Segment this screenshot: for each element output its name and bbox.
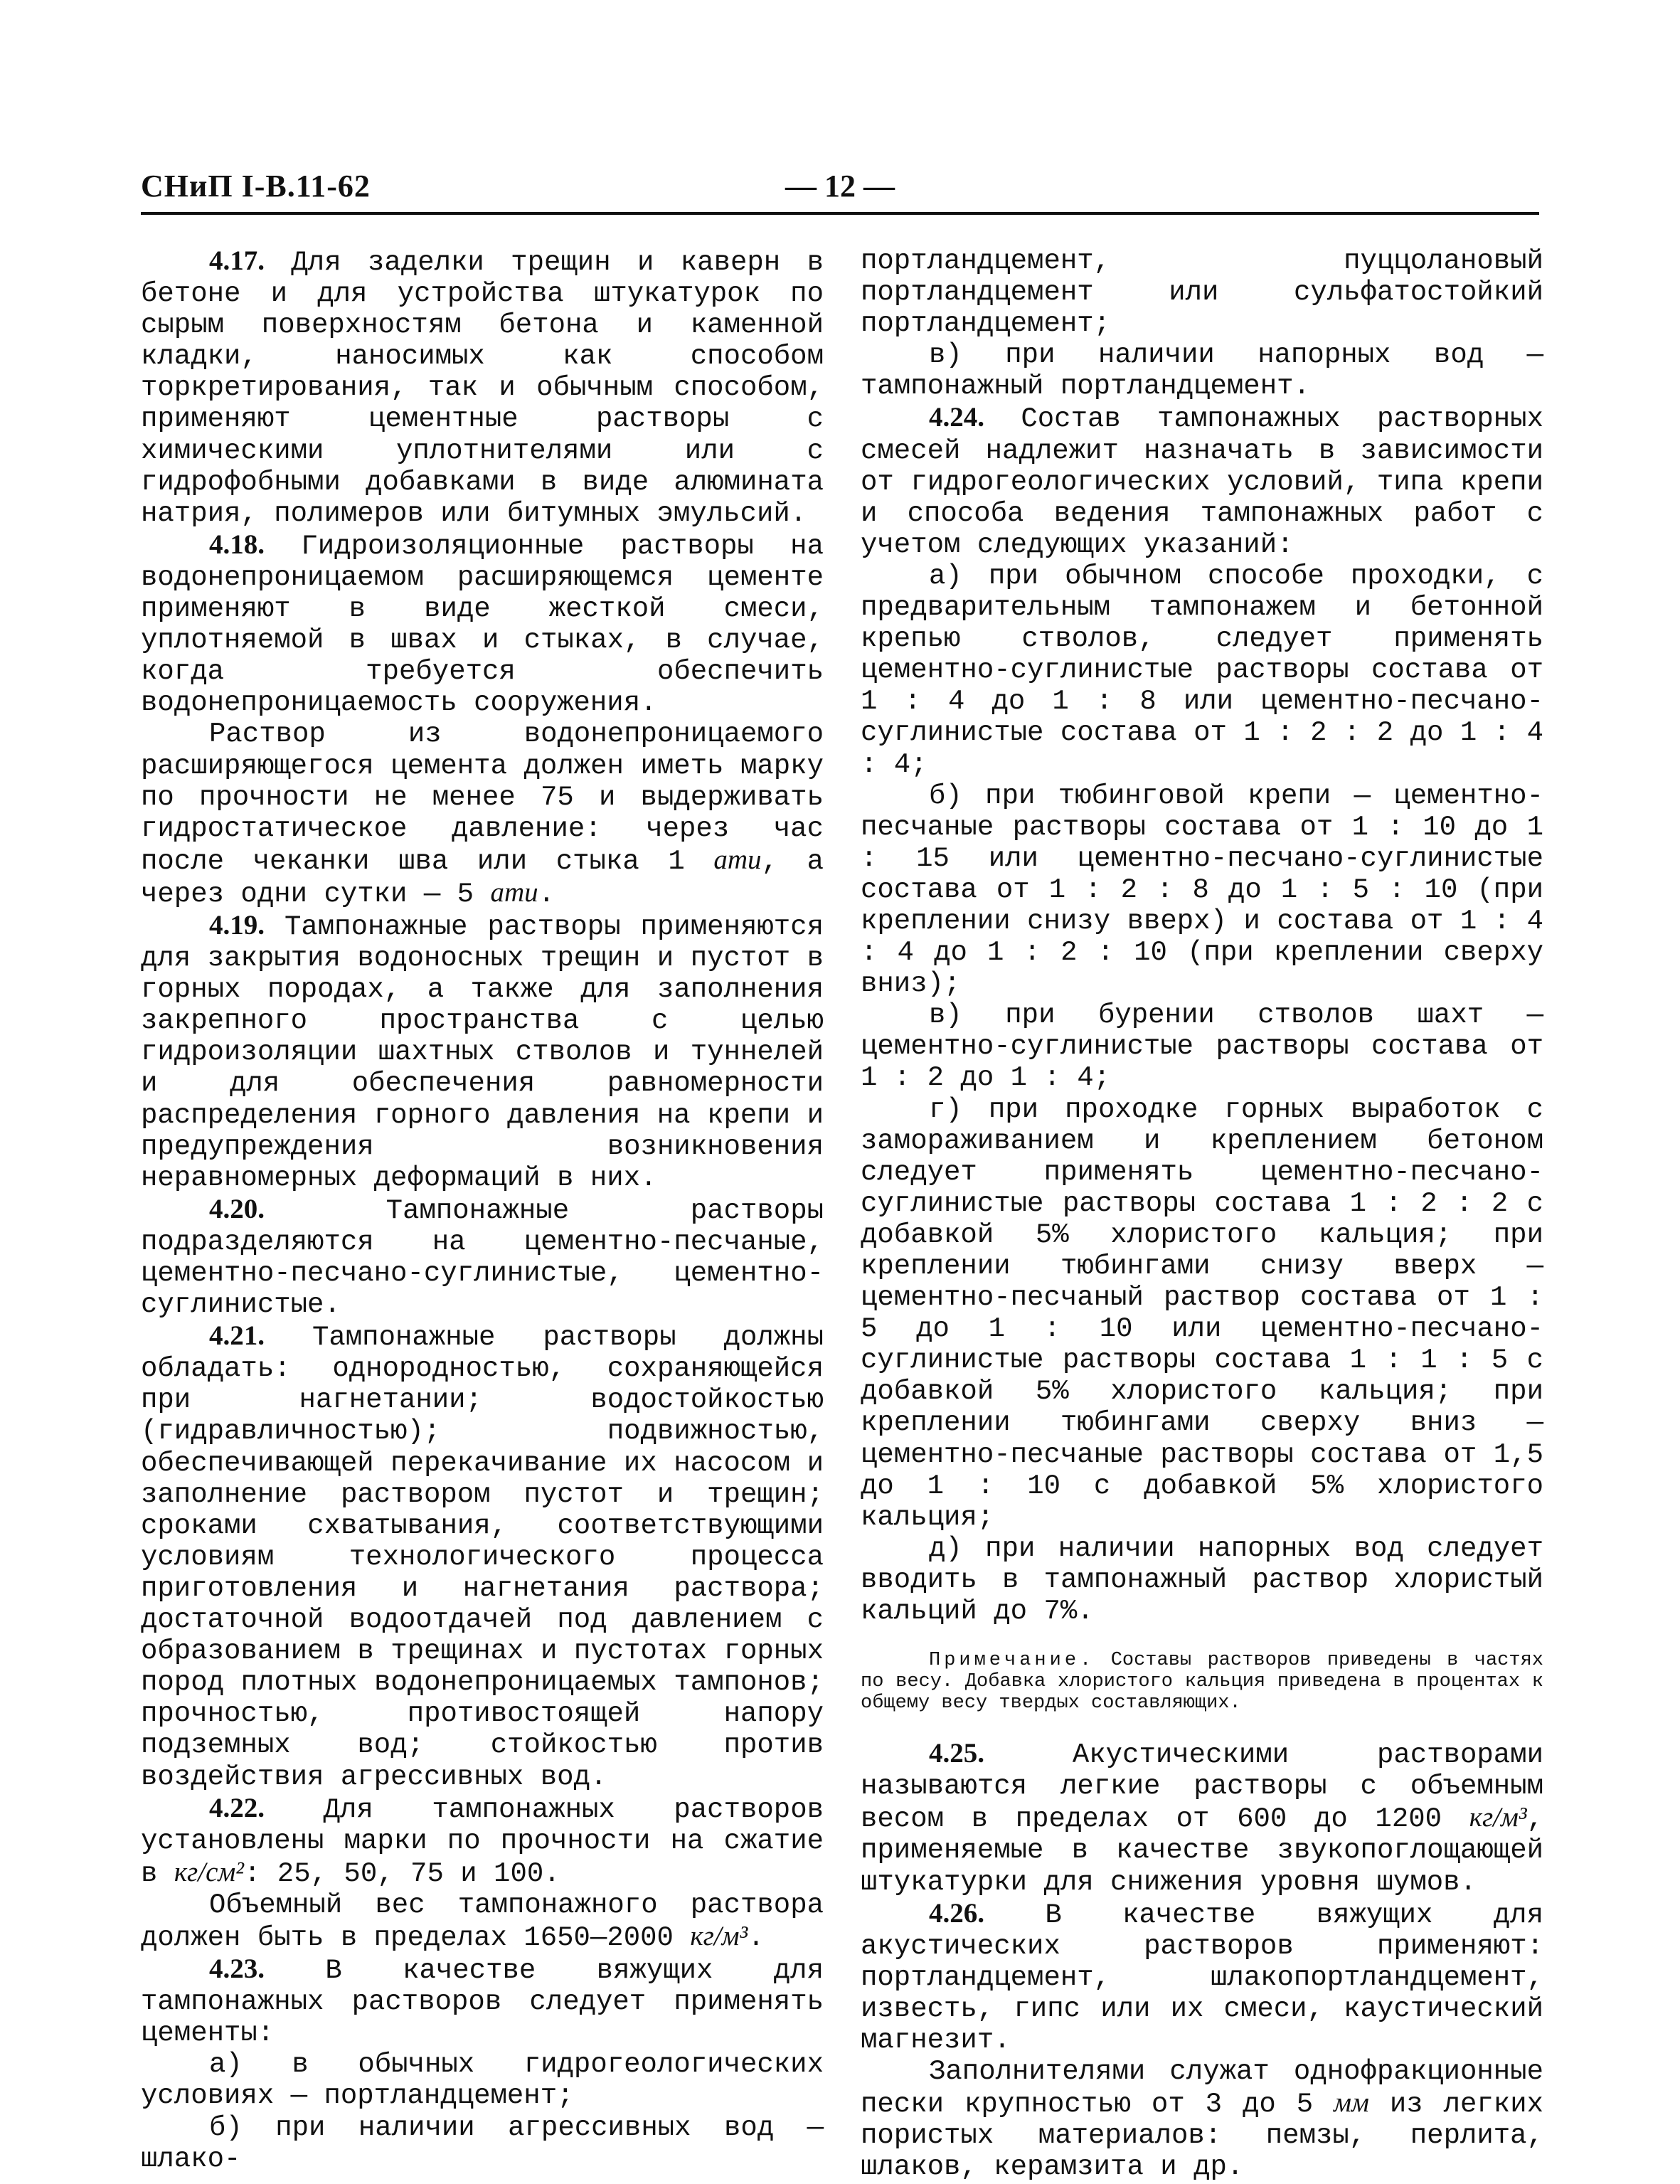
paragraph-4-23-b: б) при наличии агрессивных вод — шлако- (141, 2111, 824, 2175)
paragraph-4-23: 4.23. В качестве вяжущих для тампонажных растворов следует применять цементы: (141, 1954, 824, 2050)
unit-kg-cm2: кг/см² (174, 1856, 244, 1887)
clause-number: 4.23. (209, 1954, 265, 1985)
paragraph-4-20: 4.20. Тампонажные растворы подразделяются на цементно-песчаные, цементно-песчано-суглинистые, цементно-суглинистые. (141, 1193, 824, 1321)
clause-number: 4.17. (209, 245, 265, 276)
clause-number: 4.26. (929, 1897, 984, 1929)
paragraph-4-26: 4.26. В качестве вяжущих для акустических растворов применяют: портландцемент, шлакопортландцемент, известь, гипс или их смеси, каустический магнезит. (861, 1897, 1543, 2056)
unit-ati: ати (713, 844, 762, 875)
clause-number: 4.20. (209, 1193, 265, 1224)
paragraph-4-23-c: в) при наличии напорных вод — тампонажный портландцемент. (861, 339, 1543, 403)
paragraph-4-26-cont: Заполнителями служат однофракционные пески крупностью от 3 до 5 мм из легких пористых материалов: пемзы, перлита, шлаков, керамзита и др. (861, 2056, 1543, 2183)
page-header (141, 168, 1539, 213)
clause-number: 4.22. (209, 1792, 265, 1823)
document-code: СНиП I-В.11-62 (141, 169, 371, 203)
paragraph-4-18-cont: Раствор из водонепроницаемого расширяющегося цемента должен иметь марку по прочности не менее 75 и выдерживать гидростатическое давление: через час после чеканки шва или стыка 1 ати, а через одни сутки — 5 ати. (141, 719, 824, 910)
paragraph-4-24-g: г) при проходке горных выработок с замораживанием и креплением бетоном следует применять цементно-песчано-суглинистые растворы состава 1 : 2 : 2 с добавкой 5% хлористого кальция; при креплении тюбингами снизу вверх — цементно-песчаный раствор состава от 1 : 5 до 1 : 10 или цементно-песчано-суглинистые растворы состава 1 : 1 : 5 с добавкой 5% хлористого кальция; при креплении тюбингами сверху вниз — цементно-песчаные растворы состава от 1,5 до 1 : 10 с добавкой 5% хлористого кальция; (861, 1093, 1543, 1533)
clause-number: 4.24. (929, 402, 984, 433)
paragraph-4-24-b: б) при тюбинговой крепи — цементно-песчаные растворы состава от 1 : 10 до 1 : 15 или цементно-песчано-суглинистые состава от 1 : 2 : 8 до 1 : 5 : 10 (при креплении снизу вверх) и состава от 1 : 4 : 4 до 1 : 2 : 10 (при креплении сверху вниз); (861, 780, 1543, 1000)
unit-kg-m3: кг/м³ (690, 1920, 748, 1951)
unit-mm: мм (1334, 2087, 1369, 2119)
note-title: Примечание. (929, 1650, 1095, 1672)
header-rule (141, 212, 1539, 215)
paragraph-4-24: 4.24. Состав тампонажных растворных смесей надлежит назначать в зависимости от гидрогеологических условий, типа крепи и способа ведения тампонажных работ с учетом следующих указаний: (861, 402, 1543, 561)
paragraph-4-23-b-cont: портландцемент, пуццолановый портландцемент или сульфатостойкий портландцемент; (861, 245, 1543, 340)
paragraph-4-24-d: д) при наличии напорных вод следует вводить в тампонажный раствор хлористый кальций до 7%. (861, 1532, 1543, 1628)
note (861, 1650, 1543, 1714)
paragraph-4-18: 4.18. Гидроизоляционные растворы на водонепроницаемом расширяющемся цементе применяют в виде жесткой смеси, уплотняемой в швах и стыках, в случае, когда требуется обеспечить водонепроницаемость сооружения. (141, 529, 824, 719)
clause-number: 4.18. (209, 529, 265, 560)
paragraph-4-23-a: а) в обычных гидрогеологических условиях — портландцемент; (141, 2049, 824, 2112)
paragraph-4-24-c: в) при бурении стволов шахт — цементно-суглинистые растворы состава от 1 : 2 до 1 : 4; (861, 1000, 1543, 1094)
paragraph-4-22-cont: Объемный вес тампонажного раствора должен быть в пределах 1650—2000 кг/м³. (141, 1889, 824, 1954)
paragraph-4-24-a: а) при обычном способе проходки, с предварительным тампонажем и бетонной крепью стволов, следует применять цементно-суглинистые растворы состава от 1 : 4 до 1 : 8 или цементно-песчано-суглинистые состава от 1 : 2 : 2 до 1 : 4 : 4; (861, 560, 1543, 780)
clause-number: 4.25. (929, 1738, 984, 1769)
paragraph-4-21: 4.21. Тампонажные растворы должны обладать: однородностью, сохраняющейся при нагнетании; водостойкостью (гидравличностью); подвижностью, обеспечивающей перекачивание их насосом и заполнение раствором пустот и трещин; сроками схватывания, соответствующими условиям технологического процесса приготовления и нагнетания раствора; достаточной водоотдачей под давлением с образованием в трещинах и пустотах горных пород плотных водонепроницаемых тампонов; прочностью, противостоящей напору подземных вод; стойкостью против воздействия агрессивных вод. (141, 1320, 824, 1793)
paragraph-4-22: 4.22. Для тампонажных растворов установлены марки по прочности на сжатие в кг/см²: 25, 50, 75 и 100. (141, 1792, 824, 1889)
page-number: — 12 — (785, 169, 895, 203)
right-column (861, 245, 1543, 2183)
note-text: Составы растворов приведены в частях по весу. Добавка хлористого кальция приведена в процентах к общему весу твердых составляющих. (861, 1650, 1543, 1714)
left-column (141, 245, 824, 2175)
paragraph-4-17: 4.17. Для заделки трещин и каверн в бетоне и для устройства штукатурок по сырым поверхностям бетона и каменной кладки, наносимых как способом торкретирования, так и обычным способом, применяют цементные растворы с химическими уплотнителями или с гидрофобными добавками в виде алюмината натрия, полимеров или битумных эмульсий. (141, 245, 824, 529)
clause-number: 4.21. (209, 1320, 265, 1352)
unit-kg-m3: кг/м³ (1469, 1802, 1527, 1833)
clause-number: 4.19. (209, 909, 265, 940)
paragraph-4-19: 4.19. Тампонажные растворы применяются для закрытия водоносных трещин и пустот в горных породах, а также для заполнения закрепного пространства с целью гидроизоляции шахтных стволов и туннелей и для обеспечения равномерности распределения горного давления на крепи и предупреждения возникновения неравномерных деформаций в них. (141, 909, 824, 1194)
paragraph-4-25: 4.25. Акустическими растворами называются легкие растворы с объемным весом в пределах от 600 до 1200 кг/м³, применяемые в качестве звукопоглощающей штукатурки для снижения уровня шумов. (861, 1738, 1543, 1898)
unit-ati: ати (490, 876, 538, 908)
